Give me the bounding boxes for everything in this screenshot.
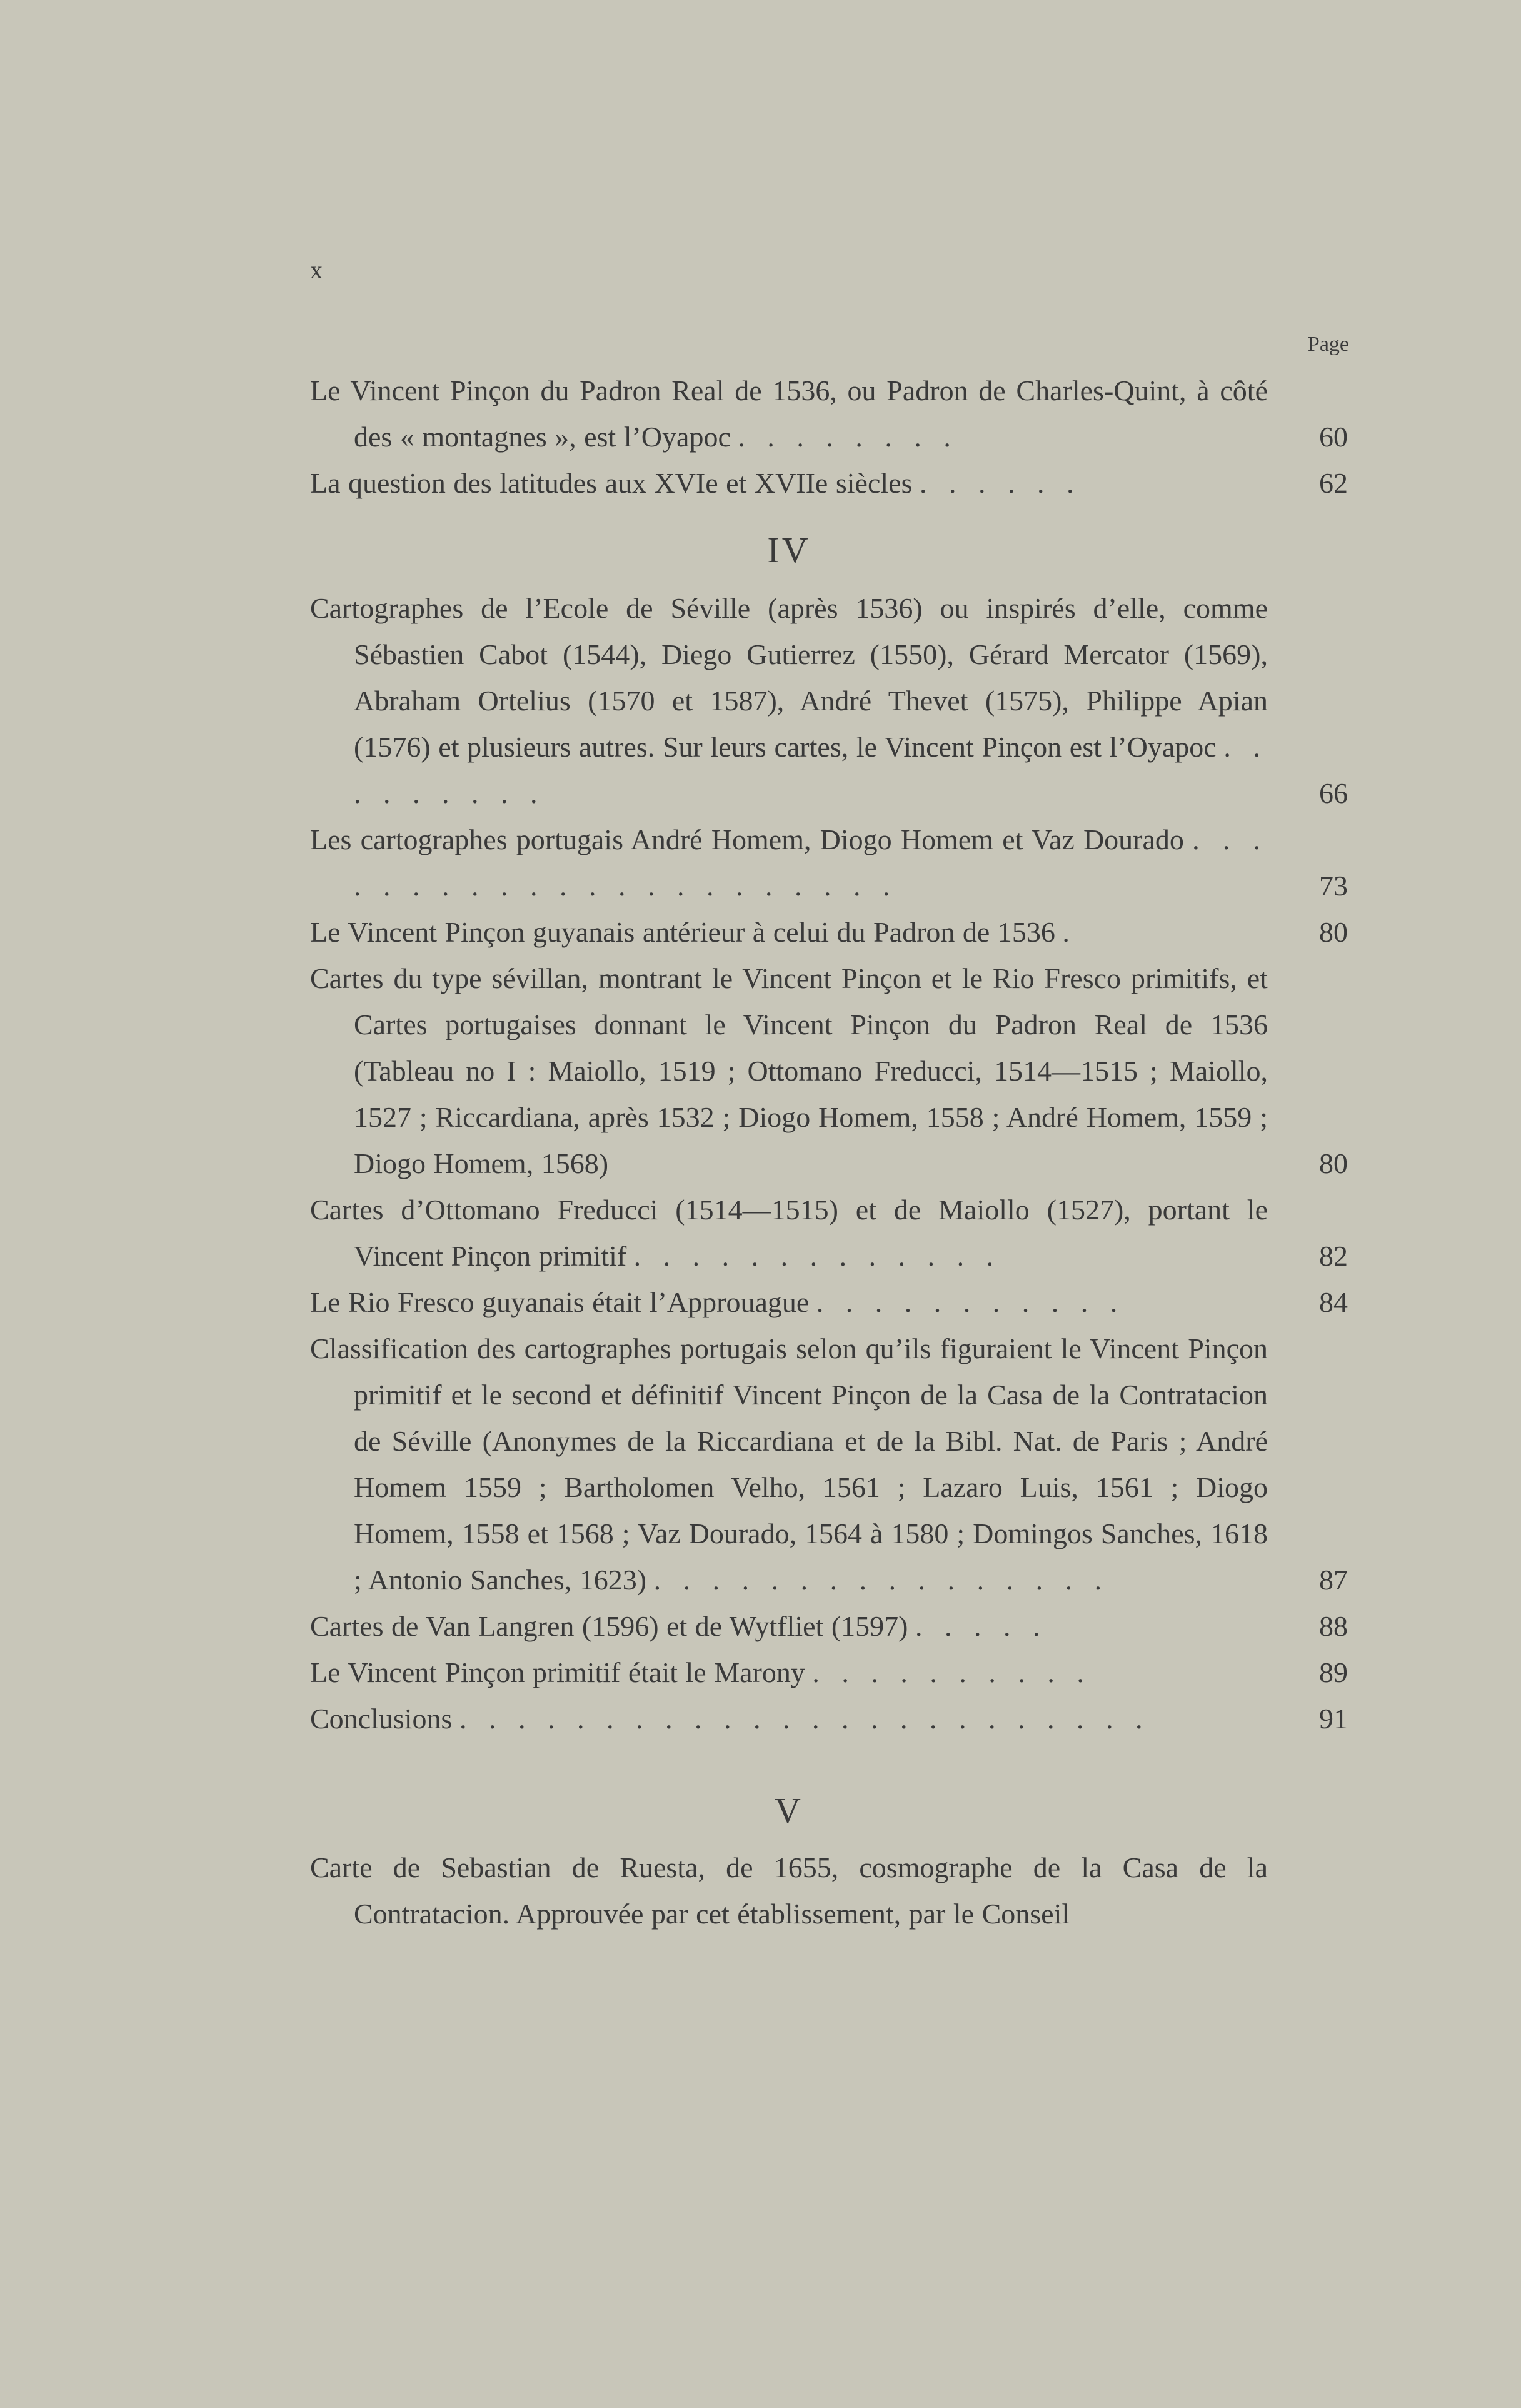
toc-entry-page: 88 [1319, 1610, 1348, 1642]
toc-entry-text: Cartes de Van Langren (1596) et de Wytfliet (1597) [310, 1610, 908, 1642]
toc-entry-text: Carte de Sebastian de Ruesta, de 1655, cosmographe de la Casa de la Contratacion. Approuvée par cet établissement, par le Conseil [310, 1851, 1268, 1930]
section-heading-iv: IV [767, 530, 811, 570]
toc-leader-dots: . . . . . . . . . . . . . . . . [653, 1564, 1110, 1596]
toc-entry-text: Le Vincent Pinçon guyanais antérieur à celui du Padron de 1536 [310, 916, 1055, 948]
toc-leader-dots: . . . . . . [919, 467, 1082, 499]
toc-leader-dots: . . . . . . . . . . . . . . . . . . . . . . [354, 824, 1268, 902]
section-heading-v: V [775, 1790, 803, 1831]
toc-entry-text: Le Vincent Pinçon du Padron Real de 1536, ou Padron de Charles-Quint, à côté des « montagnes », est l’Oyapoc [310, 375, 1268, 453]
toc-entry [310, 460, 1348, 506]
toc-entry-text: Le Rio Fresco guyanais était l’Approuague [310, 1286, 810, 1318]
toc-entry-text: Le Vincent Pinçon primitif était le Marony [310, 1656, 805, 1688]
toc-leader-dots: . . . . . . . . . . . . . . . . . . . . . . . . [459, 1703, 1150, 1735]
toc-entry [310, 1187, 1348, 1279]
toc-entry-page: 62 [1319, 467, 1348, 499]
toc-entry-text: Cartes du type sévillan, montrant le Vincent Pinçon et le Rio Fresco primitifs, et Cartes portugaises donnant le Vincent Pinçon du Padron Real de 1536 (Tableau no I : Maiollo, 1519 ; Ottomano Freducci, 1514—1515 ; Maiollo, 1527 ; Riccardiana, après 1532 ; Diogo Homem, 1558 ; André Homem, 1559 ; Diogo Homem, 1568) [310, 962, 1268, 1179]
toc-entry-text: Cartes d’Ottomano Freducci (1514—1515) et de Maiollo (1527), portant le Vincent Pinçon primitif [310, 1194, 1268, 1272]
toc-entry [310, 909, 1348, 955]
toc-entry-page: 80 [1319, 916, 1348, 948]
toc-leader-dots: . . . . . . . . . . [812, 1656, 1092, 1688]
toc-entry [310, 817, 1348, 909]
table-of-contents [310, 368, 1348, 1937]
toc-leader-dots: . . . . . . . . [738, 421, 958, 453]
toc-entry-text: La question des latitudes aux XVIe et XVIIe siècles [310, 467, 913, 499]
toc-entry-page: 82 [1319, 1240, 1348, 1272]
toc-leader-dots: . . . . . . . . . [354, 731, 1268, 809]
toc-entry-text: Conclusions [310, 1703, 453, 1735]
toc-leader-dots: . . . . . . . . . . . . . [633, 1240, 1001, 1272]
toc-entry [310, 955, 1348, 1187]
toc-entry-text: Cartographes de l’Ecole de Séville (après 1536) ou inspirés d’elle, comme Sébastien Cabot (1544), Diego Gutierrez (1550), Gérard Mercator (1569), Abraham Ortelius (1570 et 1587), André Thevet (1575), Philippe Apian (1576) et plusieurs autres. Sur leurs cartes, le Vincent Pinçon est l’Oyapoc [310, 592, 1268, 763]
toc-entry-page: 91 [1319, 1703, 1348, 1735]
toc-leader-dots: . . . . . [915, 1610, 1048, 1642]
toc-entry [310, 1326, 1348, 1603]
toc-entry [310, 1845, 1348, 1937]
toc-entry-page: 80 [1319, 1147, 1348, 1179]
toc-entry-page: 89 [1319, 1656, 1348, 1688]
toc-entry-page: 84 [1319, 1286, 1348, 1318]
page-number: x [310, 256, 324, 284]
toc-entry-page: 87 [1319, 1564, 1348, 1596]
toc-entry [310, 585, 1348, 817]
toc-leader-dots: . [1062, 916, 1077, 948]
toc-leader-dots: . . . . . . . . . . . [816, 1286, 1125, 1318]
toc-entry-page: 73 [1319, 870, 1348, 902]
toc-entry [310, 1279, 1348, 1326]
toc-entry [310, 1696, 1348, 1742]
toc-entry [310, 1603, 1348, 1650]
toc-entry-text: Classification des cartographes portugais selon qu’ils figuraient le Vincent Pinçon primitif et le second et définitif Vincent Pinçon de la Casa de la Contratacion de Séville (Anonymes de la Riccardiana et de la Bibl. Nat. de Paris ; André Homem 1559 ; Bartholomen Velho, 1561 ; Lazaro Luis, 1561 ; Diogo Homem, 1558 et 1568 ; Vaz Dourado, 1564 à 1580 ; Domingos Sanches, 1618 ; Antonio Sanches, 1623) [310, 1332, 1268, 1596]
toc-entry [310, 368, 1348, 460]
toc-entry-page: 60 [1319, 421, 1348, 453]
toc-entry [310, 1650, 1348, 1696]
toc-entry-page: 66 [1319, 777, 1348, 809]
page-column-label: Page [1307, 333, 1349, 356]
toc-entry-text: Les cartographes portugais André Homem, Diogo Homem et Vaz Dourado [310, 824, 1184, 855]
